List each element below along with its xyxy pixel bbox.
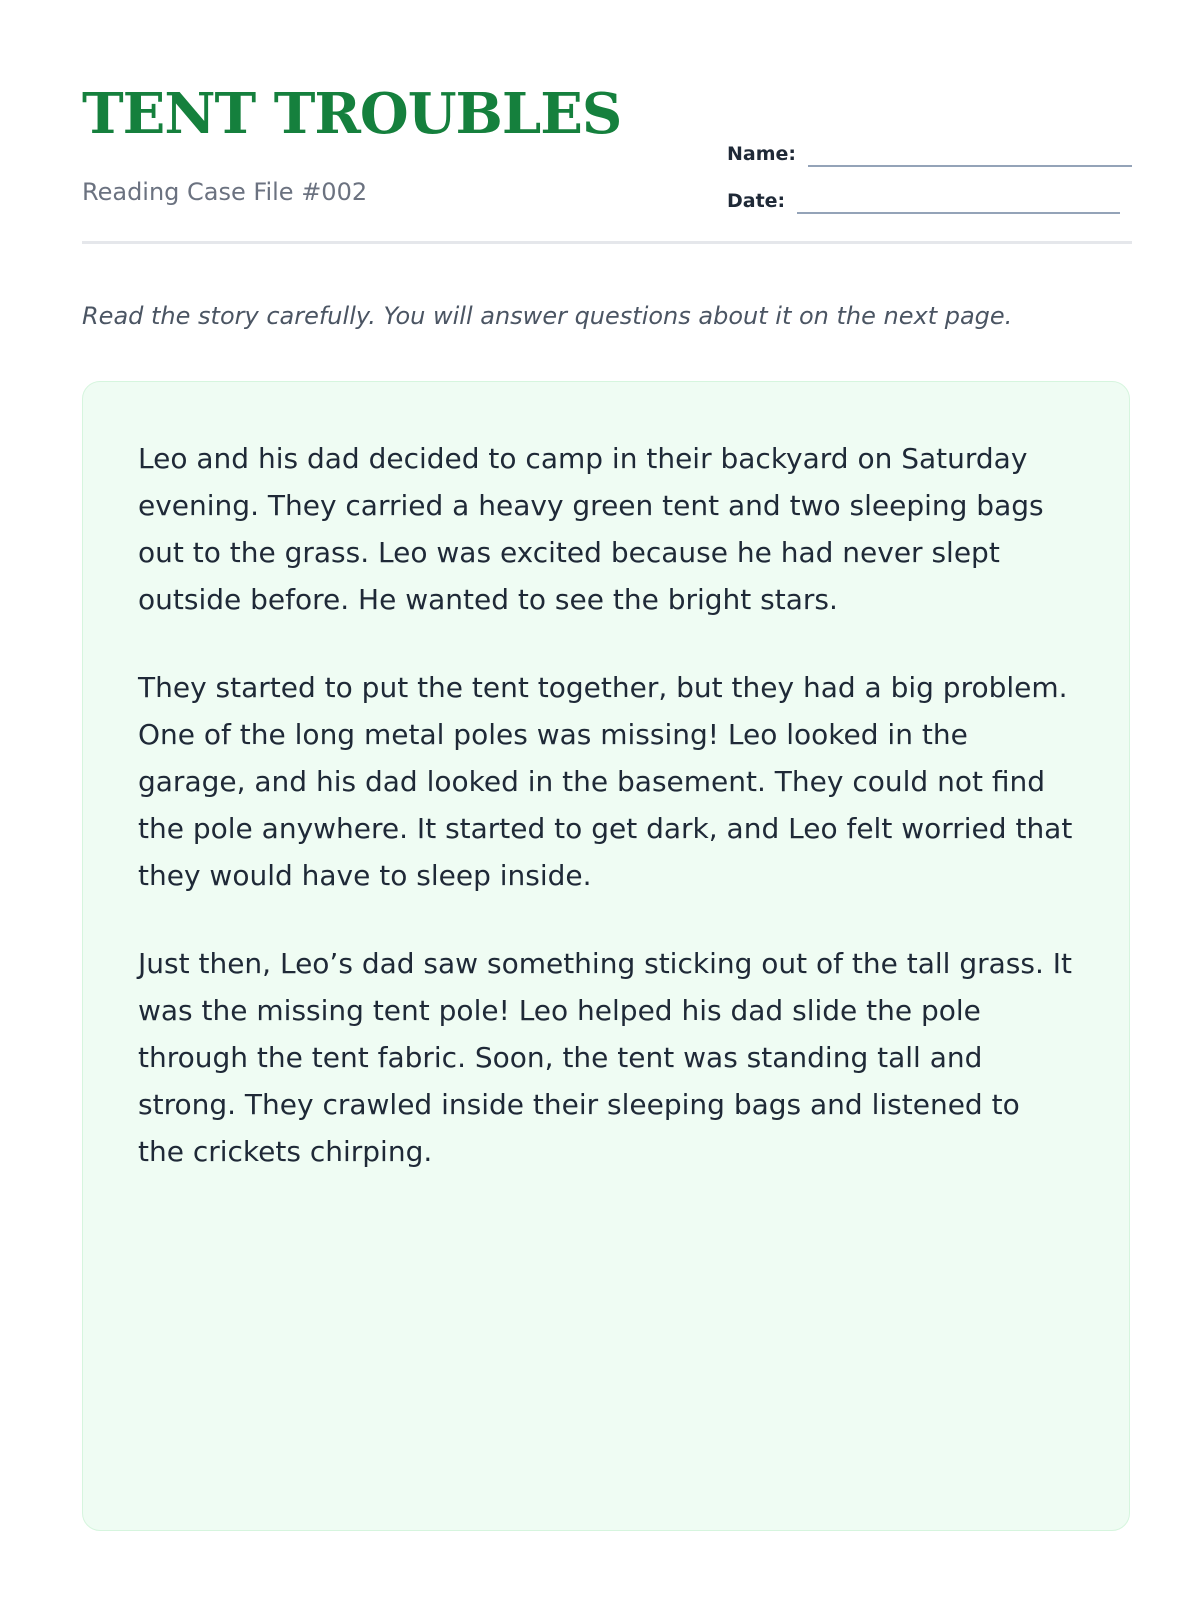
- date-field-row: [727, 180, 1132, 216]
- worksheet-page: [82, 0, 1132, 1600]
- name-blank-line: [808, 165, 1132, 167]
- page-title: TENT TROUBLES: [82, 81, 622, 147]
- date-label: Date:: [727, 190, 786, 212]
- name-label: Name:: [727, 143, 797, 165]
- story-paragraph: They started to put the tent together, but they had a big problem. One of the long metal poles was missing! Leo looked in the garage, and his dad looked in the basement. They could not find the pole anywhere. It started to get dark, and Leo felt worried that they would have to sleep inside.: [138, 671, 1073, 892]
- story-paragraph: Just then, Leo’s dad saw something sticking out of the tall grass. It was the missing tent pole! Leo helped his dad slide the pole through the tent fabric. Soon, the tent was standing tall and strong. They crawled inside their sleeping bags and listened to the crickets chirping.: [138, 947, 1073, 1168]
- story-paragraph: Leo and his dad decided to camp in their backyard on Saturday evening. They carried a heavy green tent and two sleeping bags out to the grass. Leo was excited because he had never slept outside before. He wanted to see the bright stars.: [138, 442, 1044, 616]
- date-blank-line: [797, 212, 1120, 214]
- worksheet-header: [82, 78, 1132, 248]
- case-file-subtitle: Reading Case File #002: [82, 178, 368, 206]
- instructions-text: Read the story carefully. You will answer questions about it on the next page.: [82, 302, 1013, 330]
- header-divider: [82, 241, 1132, 244]
- story-box: [82, 381, 1130, 1531]
- student-fields: [727, 133, 1132, 223]
- name-field-row: [727, 133, 1132, 169]
